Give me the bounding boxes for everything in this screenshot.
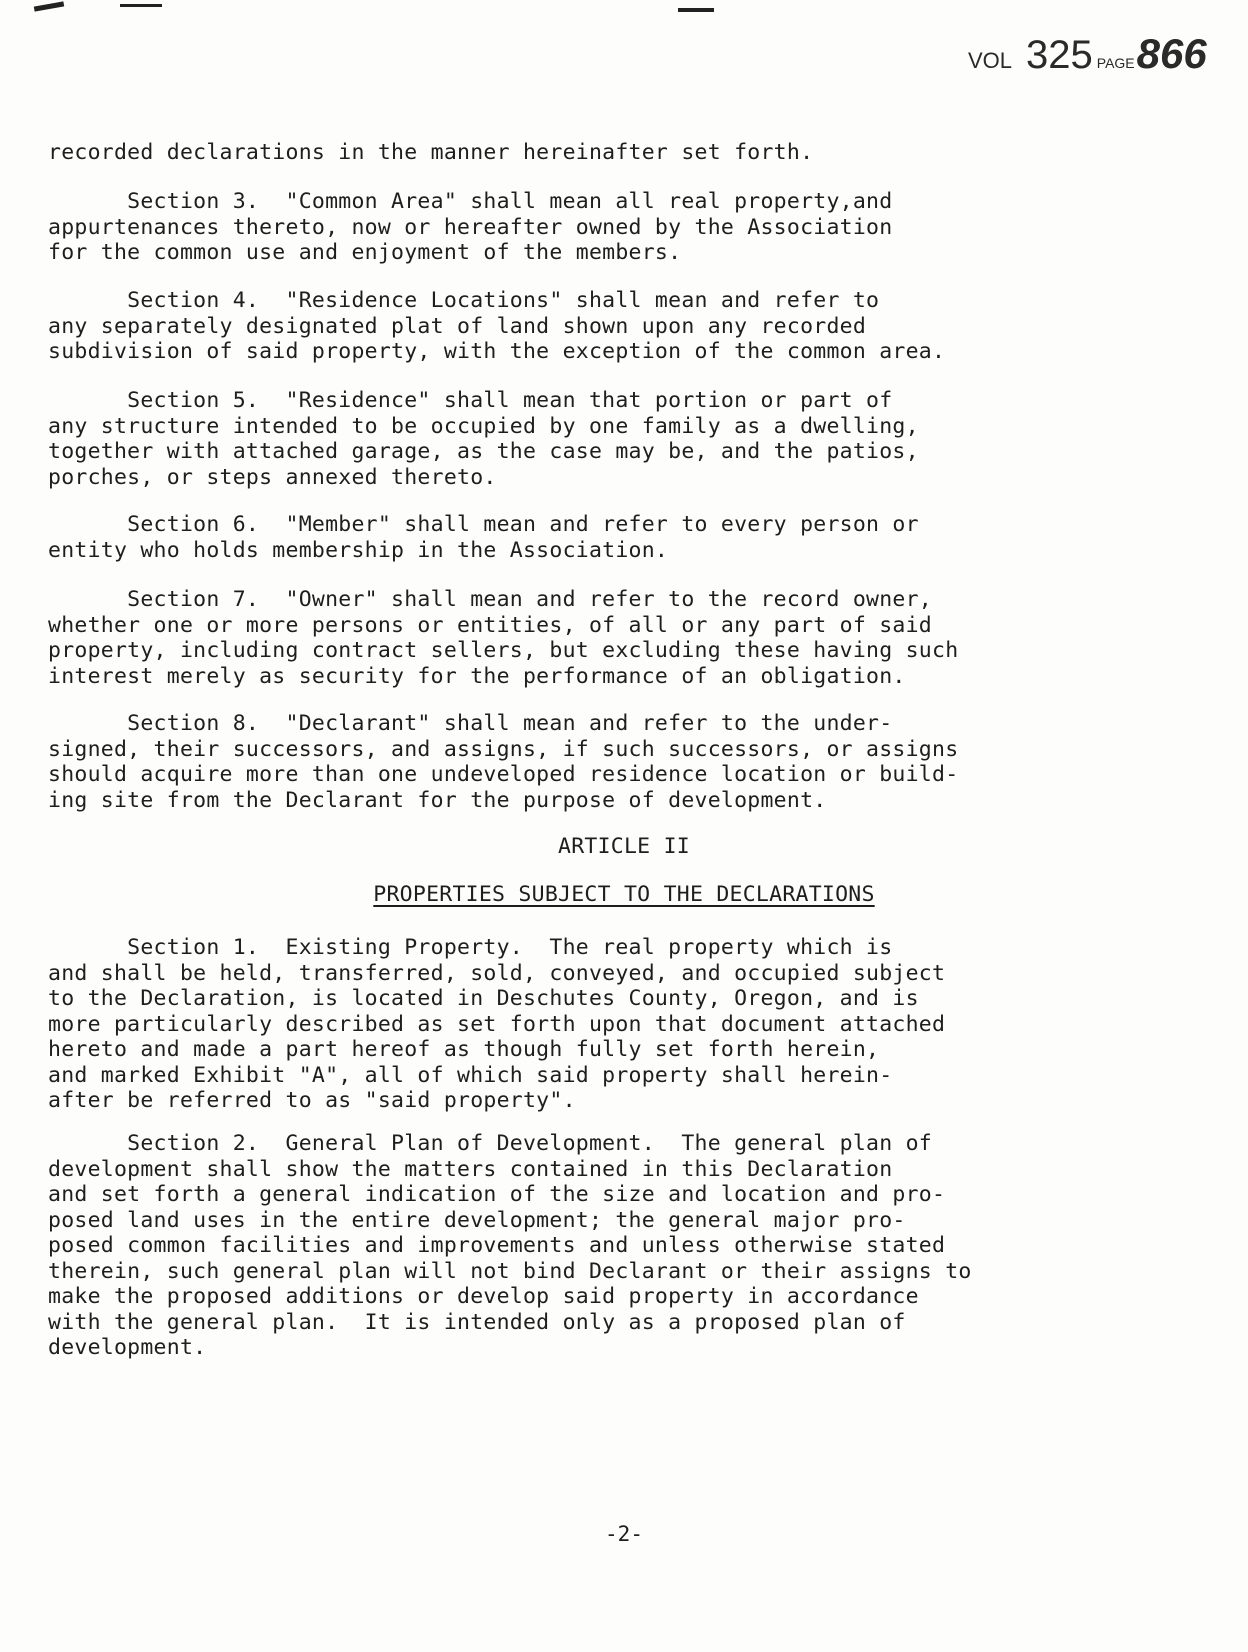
page-number-stamp: 866 [1136, 30, 1207, 77]
section-5-residence: Section 5. "Residence" shall mean that portion or part of any structure intended to be occupied by one family as a dwelling, together with attached garage, as the case may be, and the patios, porches, or steps annexed thereto. [48, 388, 919, 490]
section-4-residence-locations: Section 4. "Residence Locations" shall mean and refer to any separately designated plat of land shown upon any recorded subdivision of said property, with the exception of the common area. [48, 288, 946, 364]
section-6-member: Section 6. "Member" shall mean and refer to every person or entity who holds membership in the Association. [48, 512, 919, 563]
scan-artifact-mark [120, 4, 162, 7]
scan-artifact-mark [34, 1, 64, 11]
vol-label: VOL [968, 48, 1013, 73]
section-2-general-plan: Section 2. General Plan of Development. The general plan of development shall show the matters contained in this Declaration and set forth a general indication of the size and location and pro- posed land uses in the entire development; the general major pro- posed common facilities and improvements and unless otherwise stated therein, such general plan will not bind Declarant or their assigns to make the proposed additions or develop said property in accordance with the general plan. It is intended only as a proposed plan of development. [48, 1131, 972, 1360]
section-3-common-area: Section 3. "Common Area" shall mean all real property,and appurtenances thereto, now or hereafter owned by the Association for the common use and enjoyment of the members. [48, 189, 893, 265]
footer-page-number: -2- [605, 1522, 643, 1546]
article-heading: ARTICLE II [558, 834, 690, 859]
intro-line: recorded declarations in the manner hereinafter set forth. [48, 140, 814, 165]
article-subheading [0, 882, 1248, 908]
section-1-existing-property: Section 1. Existing Property. The real property which is and shall be held, transferred, sold, conveyed, and occupied subject to the Declaration, is located in Deschutes County, Oregon, and is more particularly described as set forth upon that document attached hereto and made a part hereof as though fully set forth herein, and marked Exhibit "A", all of which said property shall herein- after be referred to as "said property". [48, 935, 946, 1113]
section-7-owner: Section 7. "Owner" shall mean and refer to the record owner, whether one or more persons or entities, of all or any part of said property, including contract sellers, but excluding these having such interest merely as security for the performance of an obligation. [48, 587, 959, 689]
section-8-declarant: Section 8. "Declarant" shall mean and refer to the under- signed, their successors, and assigns, if such successors, or assigns should acquire more than one undeveloped residence location or build- ing site from the Declarant for the purpose of development. [48, 711, 959, 813]
vol-number: 325 [1026, 33, 1093, 77]
scan-artifact-mark [678, 8, 714, 12]
page-label: PAGE [1096, 55, 1135, 71]
volume-page-stamp [968, 30, 1207, 78]
article-subheading-text: PROPERTIES SUBJECT TO THE DECLARATIONS [373, 882, 875, 907]
